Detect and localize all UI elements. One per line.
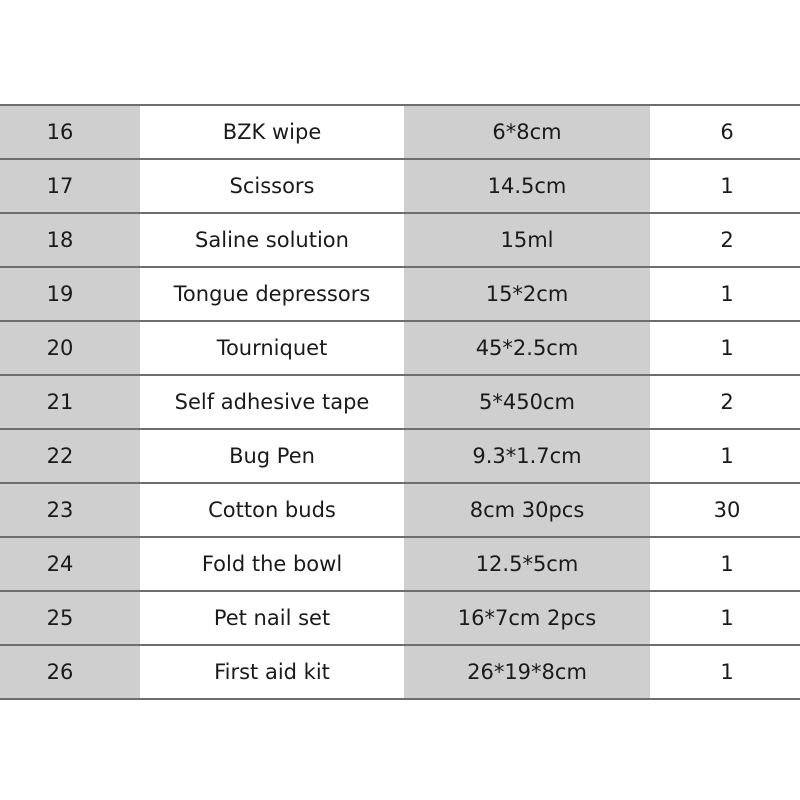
item-size-cell bbox=[404, 214, 650, 266]
item-quantity-cell bbox=[650, 268, 800, 320]
item-size: 14.5cm bbox=[487, 174, 567, 198]
item-number-cell bbox=[0, 106, 140, 158]
item-quantity-cell bbox=[650, 592, 800, 644]
table-row bbox=[0, 484, 800, 538]
item-name: Pet nail set bbox=[213, 606, 331, 630]
item-name: Fold the bowl bbox=[201, 552, 343, 576]
item-number: 20 bbox=[46, 336, 74, 360]
table-row bbox=[0, 106, 800, 160]
item-number-cell bbox=[0, 430, 140, 482]
item-name-cell bbox=[140, 106, 404, 158]
item-quantity-cell bbox=[650, 322, 800, 374]
item-name: Tourniquet bbox=[216, 336, 328, 360]
item-size-cell bbox=[404, 106, 650, 158]
item-size-cell bbox=[404, 322, 650, 374]
item-name-cell bbox=[140, 592, 404, 644]
item-number-cell bbox=[0, 538, 140, 590]
item-number: 26 bbox=[46, 660, 74, 684]
item-name-cell bbox=[140, 214, 404, 266]
item-number: 24 bbox=[46, 552, 74, 576]
item-name: Saline solution bbox=[195, 228, 349, 252]
item-name-cell bbox=[140, 538, 404, 590]
item-number: 18 bbox=[46, 228, 74, 252]
item-size-cell bbox=[404, 160, 650, 212]
item-number: 21 bbox=[46, 390, 74, 414]
table-row bbox=[0, 160, 800, 214]
table-row bbox=[0, 430, 800, 484]
item-quantity: 2 bbox=[720, 390, 734, 414]
item-name-cell bbox=[140, 484, 404, 536]
item-quantity: 6 bbox=[720, 120, 734, 144]
item-quantity-cell bbox=[650, 484, 800, 536]
item-number: 25 bbox=[46, 606, 74, 630]
item-number: 16 bbox=[46, 120, 74, 144]
item-name-cell bbox=[140, 430, 404, 482]
table-row bbox=[0, 214, 800, 268]
item-number: 22 bbox=[46, 444, 74, 468]
item-quantity: 1 bbox=[720, 552, 734, 576]
item-size: 12.5*5cm bbox=[475, 552, 579, 576]
item-name: BZK wipe bbox=[222, 120, 322, 144]
item-quantity: 30 bbox=[713, 498, 741, 522]
item-name-cell bbox=[140, 376, 404, 428]
item-size-cell bbox=[404, 646, 650, 698]
item-quantity-cell bbox=[650, 538, 800, 590]
item-quantity-cell bbox=[650, 430, 800, 482]
item-size-cell bbox=[404, 592, 650, 644]
item-number: 17 bbox=[46, 174, 74, 198]
item-quantity: 1 bbox=[720, 282, 734, 306]
item-name-cell bbox=[140, 160, 404, 212]
item-size-cell bbox=[404, 376, 650, 428]
table-row bbox=[0, 592, 800, 646]
item-quantity: 1 bbox=[720, 174, 734, 198]
item-name-cell bbox=[140, 268, 404, 320]
item-number-cell bbox=[0, 592, 140, 644]
item-size: 15*2cm bbox=[485, 282, 569, 306]
item-size-cell bbox=[404, 268, 650, 320]
item-number: 19 bbox=[46, 282, 74, 306]
item-quantity: 1 bbox=[720, 336, 734, 360]
item-name-cell bbox=[140, 646, 404, 698]
item-size-cell bbox=[404, 538, 650, 590]
item-size: 9.3*1.7cm bbox=[472, 444, 582, 468]
item-name: First aid kit bbox=[214, 660, 330, 684]
item-quantity-cell bbox=[650, 214, 800, 266]
table-row bbox=[0, 268, 800, 322]
item-size: 15ml bbox=[500, 228, 554, 252]
item-size: 5*450cm bbox=[479, 390, 575, 414]
item-number: 23 bbox=[46, 498, 74, 522]
table-row bbox=[0, 376, 800, 430]
item-quantity-cell bbox=[650, 106, 800, 158]
item-quantity: 2 bbox=[720, 228, 734, 252]
item-table bbox=[0, 104, 800, 700]
item-number-cell bbox=[0, 646, 140, 698]
item-quantity: 1 bbox=[720, 660, 734, 684]
table-row bbox=[0, 322, 800, 376]
item-number-cell bbox=[0, 214, 140, 266]
item-size: 26*19*8cm bbox=[467, 660, 587, 684]
item-size-cell bbox=[404, 430, 650, 482]
item-number-cell bbox=[0, 268, 140, 320]
item-quantity: 1 bbox=[720, 444, 734, 468]
item-size: 8cm 30pcs bbox=[469, 498, 585, 522]
item-number-cell bbox=[0, 376, 140, 428]
item-name: Bug Pen bbox=[229, 444, 315, 468]
item-number-cell bbox=[0, 484, 140, 536]
item-name: Scissors bbox=[229, 174, 315, 198]
item-size: 45*2.5cm bbox=[475, 336, 579, 360]
table-row bbox=[0, 538, 800, 592]
item-size: 6*8cm bbox=[492, 120, 562, 144]
item-quantity-cell bbox=[650, 376, 800, 428]
item-quantity-cell bbox=[650, 160, 800, 212]
item-number-cell bbox=[0, 160, 140, 212]
item-name-cell bbox=[140, 322, 404, 374]
item-number-cell bbox=[0, 322, 140, 374]
item-name: Self adhesive tape bbox=[174, 390, 370, 414]
item-quantity: 1 bbox=[720, 606, 734, 630]
item-name: Cotton buds bbox=[208, 498, 336, 522]
item-name: Tongue depressors bbox=[173, 282, 371, 306]
table-row bbox=[0, 646, 800, 700]
item-quantity-cell bbox=[650, 646, 800, 698]
item-size: 16*7cm 2pcs bbox=[457, 606, 597, 630]
item-size-cell bbox=[404, 484, 650, 536]
